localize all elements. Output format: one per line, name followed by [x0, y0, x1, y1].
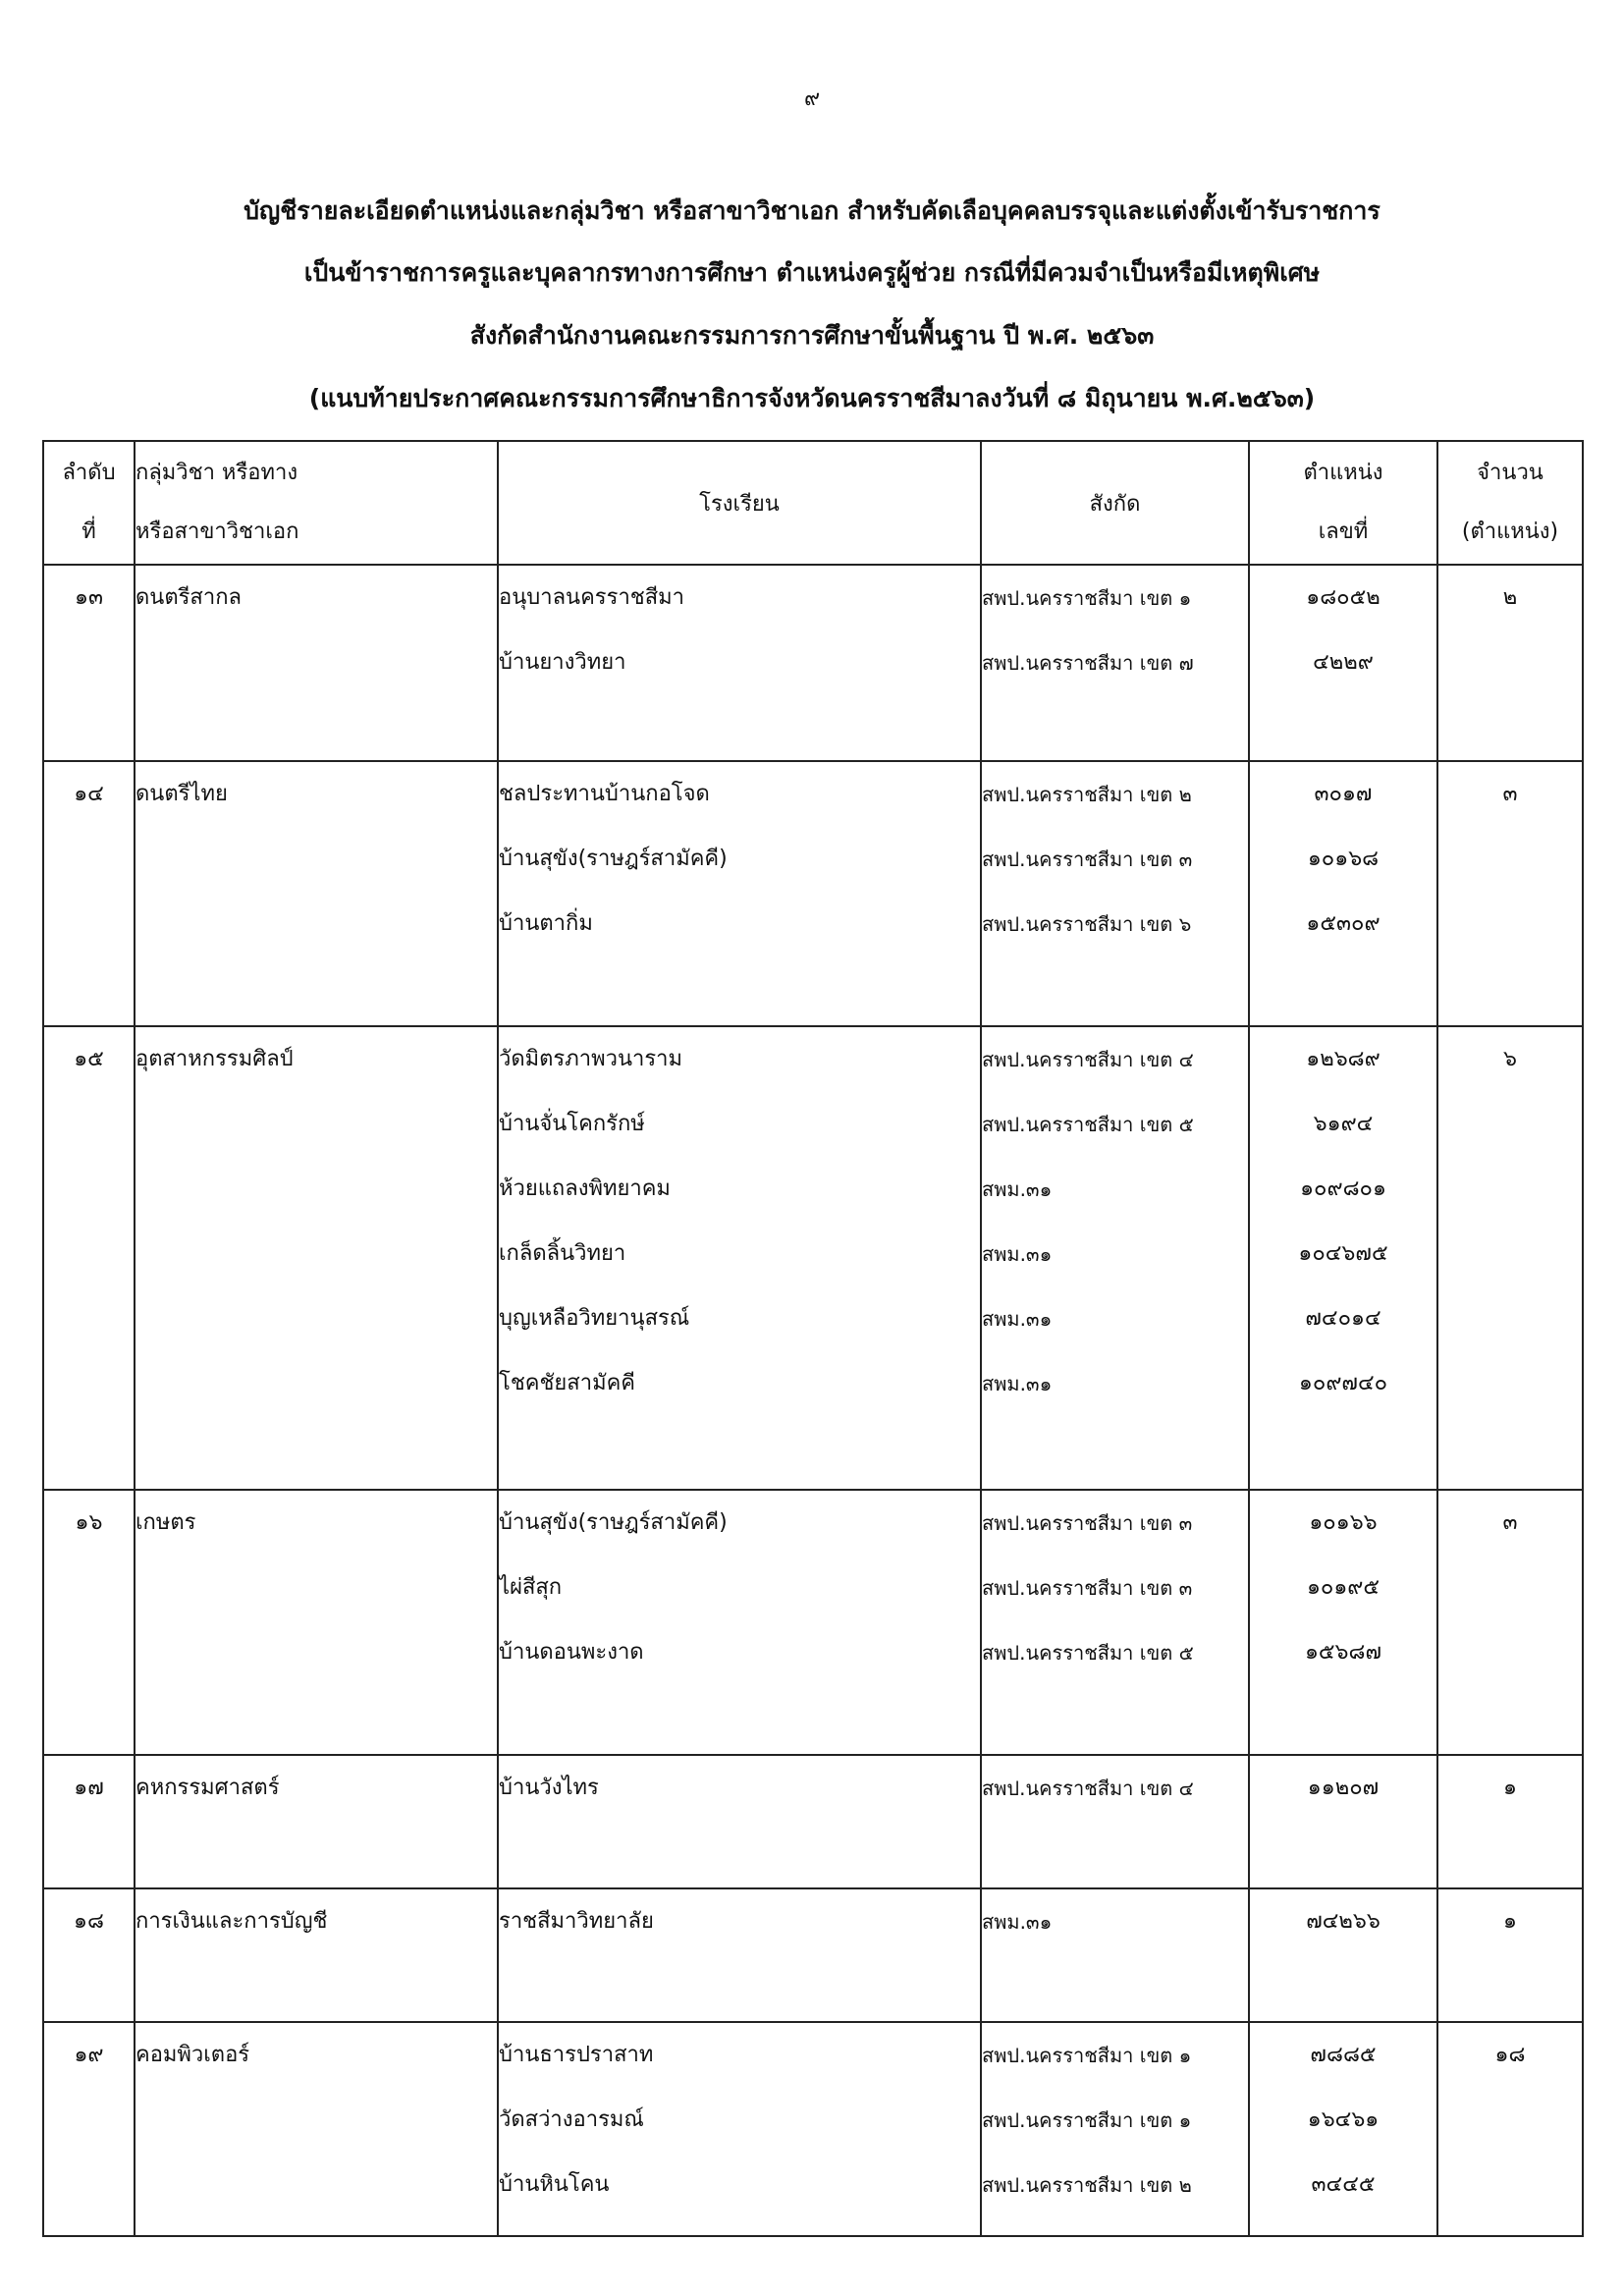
school-name: บ้านธารปราสาท: [499, 2043, 654, 2067]
position-number: ๗๔๒๖๖: [1306, 1909, 1380, 1934]
page-number: ๙: [803, 86, 821, 111]
position-number-cell: [1249, 1490, 1437, 1755]
subject-name: ดนตรีสากล: [135, 585, 243, 610]
position-count-cell: [1437, 565, 1583, 761]
school-name: บ้านจั่นโคกรักษ์: [499, 1112, 645, 1136]
row-index: ๑๓: [74, 585, 103, 610]
position-number-cell: [1249, 565, 1437, 761]
school-name: บุญเหลือวิทยานุสรณ์: [499, 1306, 690, 1331]
school-name: บ้านสุขัง(ราษฎร์สามัคคี): [499, 1510, 728, 1535]
position-count: ๑: [1503, 1776, 1517, 1800]
school-name: วัดสว่างอารมณ์: [499, 2107, 644, 2132]
position-count: ๓: [1502, 782, 1518, 806]
affiliation-name: สพป.นครราชสีมา เขต ๔: [982, 1777, 1194, 1800]
affiliation-name: สพป.นครราชสีมา เขต ๒: [982, 2173, 1192, 2197]
position-count-cell: [1437, 1490, 1583, 1755]
school-name: ห้วยแถลงพิทยาคม: [499, 1176, 671, 1201]
position-number: ๑๕๖๘๗: [1304, 1640, 1382, 1665]
school-name: บ้านยางวิทยา: [499, 650, 626, 675]
row-index: ๑๗: [74, 1776, 104, 1800]
position-count: ๖: [1503, 1047, 1517, 1071]
row-index: ๑๙: [74, 2043, 104, 2067]
document-title-line-4: (แนบท้ายประกาศคณะกรรมการศึกษาธิการจังหวัดนครราชสีมาลงวันที่ ๘ มิถุนายน พ.ศ.๒๕๖๓): [308, 384, 1316, 412]
document-title-line-2: เป็นข้าราชการครูและบุคลากรทางการศึกษา ตำแหน่งครูผู้ช่วย กรณีที่มีควมจำเป็นหรือมีเหตุพิเศษ: [303, 258, 1321, 287]
row-index-cell: [43, 565, 135, 761]
position-number-cell: [1249, 1888, 1437, 2022]
affiliation-name: สพป.นครราชสีมา เขต ๒: [982, 783, 1192, 806]
row-index-cell: [43, 1888, 135, 2022]
position-number: ๑๐๑๖๖: [1309, 1510, 1378, 1535]
affiliation-name: สพม.๓๑: [982, 1910, 1053, 1934]
subject-name: อุตสาหกรรมศิลป์: [135, 1047, 294, 1071]
table-row: [43, 1490, 1583, 1755]
affiliation-name: สพม.๓๑: [982, 1242, 1053, 1266]
header-position-line-2: เลขที่: [1318, 519, 1369, 544]
affiliation-cell: [981, 1755, 1249, 1888]
school-name: บ้านวังไทร: [499, 1776, 599, 1800]
position-count-cell: [1437, 761, 1583, 1026]
header-school-label: โรงเรียน: [699, 491, 780, 517]
header-count-line-2: (ตำแหน่ง): [1461, 519, 1559, 544]
affiliation-cell: [981, 2022, 1249, 2236]
position-number-cell: [1249, 2022, 1437, 2236]
header-position-line-1: ตำแหน่ง: [1303, 461, 1383, 485]
position-number: ๑๘๐๕๒: [1306, 585, 1380, 610]
affiliation-name: สพม.๓๑: [982, 1307, 1053, 1331]
affiliation-name: สพป.นครราชสีมา เขต ๕: [982, 1113, 1194, 1136]
subject-cell: [135, 565, 498, 761]
table-row: [43, 761, 1583, 1026]
subject-name: คหกรรมศาสตร์: [135, 1776, 280, 1800]
position-count: ๑๘: [1494, 2043, 1526, 2067]
header-index-line-1: ลำดับ: [62, 461, 116, 485]
header-subject-line-2: หรือสาขาวิชาเอก: [135, 519, 299, 544]
subject-name: เกษตร: [135, 1510, 196, 1535]
school-name: ไผ่สีสุก: [499, 1575, 563, 1600]
school-cell: [498, 1026, 981, 1490]
document-title-line-1: บัญชีรายละเอียดตำแหน่งและกลุ่มวิชา หรือสาขาวิชาเอก สำหรับคัดเลือบุคคลบรรจุและแต่งตั้งเข้ารับราชการ: [244, 196, 1380, 225]
school-cell: [498, 1755, 981, 1888]
position-number: ๓๐๑๗: [1314, 782, 1373, 806]
school-name: โชคชัยสามัคคี: [499, 1371, 636, 1395]
table-header-row: [43, 441, 1583, 565]
position-number-cell: [1249, 1026, 1437, 1490]
position-number: ๑๖๔๖๑: [1307, 2107, 1380, 2132]
position-number: ๗๔๐๑๔: [1305, 1306, 1381, 1331]
affiliation-cell: [981, 1888, 1249, 2022]
table-row: [43, 1026, 1583, 1490]
header-index-line-2: ที่: [81, 519, 96, 544]
row-index: ๑๕: [74, 1047, 104, 1071]
position-count-cell: [1437, 2022, 1583, 2236]
school-name: อนุบาลนครราชสีมา: [499, 585, 685, 610]
subject-cell: [135, 1490, 498, 1755]
position-count: ๓: [1502, 1510, 1518, 1535]
position-number: ๑๐๙๗๔๐: [1298, 1371, 1388, 1395]
row-index-cell: [43, 761, 135, 1026]
subject-cell: [135, 1755, 498, 1888]
table-row: [43, 2022, 1583, 2236]
affiliation-name: สพป.นครราชสีมา เขต ๖: [982, 912, 1192, 936]
position-count: ๑: [1503, 1909, 1517, 1934]
header-count: [1437, 441, 1583, 565]
school-cell: [498, 1888, 981, 2022]
header-subject-line-1: กลุ่มวิชา หรือทาง: [135, 461, 298, 485]
position-number: ๔๒๒๙: [1313, 650, 1374, 675]
school-cell: [498, 1490, 981, 1755]
affiliation-cell: [981, 761, 1249, 1026]
position-number: ๑๐๑๙๕: [1306, 1575, 1380, 1600]
table-row: [43, 565, 1583, 761]
affiliation-name: สพป.นครราชสีมา เขต ๓: [982, 1511, 1193, 1535]
school-name: วัดมิตรภาพวนาราม: [499, 1047, 683, 1071]
school-name: ชลประทานบ้านกอโจด: [499, 782, 710, 806]
school-name: บ้านตากิ่ม: [499, 911, 593, 936]
subject-cell: [135, 761, 498, 1026]
subject-name: คอมพิวเตอร์: [135, 2043, 250, 2067]
position-number-cell: [1249, 761, 1437, 1026]
affiliation-name: สพป.นครราชสีมา เขต ๔: [982, 1048, 1194, 1071]
table-row: [43, 1888, 1583, 2022]
affiliation-name: สพป.นครราชสีมา เขต ๓: [982, 1576, 1193, 1600]
header-affiliation: [981, 441, 1249, 565]
subject-cell: [135, 1026, 498, 1490]
header-subject: [135, 441, 498, 565]
header-position-number: [1249, 441, 1437, 565]
school-name: บ้านหินโคน: [499, 2172, 610, 2197]
position-number: ๑๒๖๘๙: [1306, 1047, 1380, 1071]
subject-name: การเงินและการบัญชี: [135, 1909, 328, 1934]
school-cell: [498, 761, 981, 1026]
school-name: ราชสีมาวิทยาลัย: [499, 1909, 654, 1934]
affiliation-cell: [981, 565, 1249, 761]
affiliation-name: สพป.นครราชสีมา เขต ๑: [982, 2108, 1192, 2132]
positions-table: [42, 440, 1584, 2237]
subject-cell: [135, 2022, 498, 2236]
row-index-cell: [43, 1490, 135, 1755]
school-name: บ้านดอนพะงาด: [499, 1640, 644, 1665]
row-index: ๑๖: [75, 1510, 103, 1535]
school-cell: [498, 2022, 981, 2236]
affiliation-cell: [981, 1490, 1249, 1755]
school-name: เกล็ดลิ้นวิทยา: [499, 1241, 626, 1266]
position-number-cell: [1249, 1755, 1437, 1888]
header-affiliation-label: สังกัด: [1089, 491, 1141, 517]
subject-cell: [135, 1888, 498, 2022]
row-index: ๑๔: [74, 782, 104, 806]
row-index-cell: [43, 1755, 135, 1888]
position-number: ๖๑๙๔: [1313, 1112, 1374, 1136]
document-title-line-3: สังกัดสำนักงานคณะกรรมการการศึกษาขั้นพื้นฐาน ปี พ.ศ. ๒๕๖๓: [469, 321, 1155, 350]
position-count-cell: [1437, 1026, 1583, 1490]
table-row: [43, 1755, 1583, 1888]
position-count: ๒: [1502, 585, 1518, 610]
position-number: ๗๘๘๕: [1310, 2043, 1377, 2067]
affiliation-name: สพป.นครราชสีมา เขต ๕: [982, 1641, 1194, 1665]
row-index: ๑๘: [74, 1909, 104, 1934]
school-cell: [498, 565, 981, 761]
header-count-line-1: จำนวน: [1477, 461, 1543, 485]
position-number: ๑๐๑๖๘: [1307, 847, 1380, 871]
position-count-cell: [1437, 1755, 1583, 1888]
position-number: ๑๐๔๖๗๕: [1298, 1241, 1388, 1266]
row-index-cell: [43, 2022, 135, 2236]
affiliation-cell: [981, 1026, 1249, 1490]
header-index: [43, 441, 135, 565]
subject-name: ดนตรีไทย: [135, 782, 228, 806]
position-count-cell: [1437, 1888, 1583, 2022]
position-number: ๓๔๔๕: [1311, 2172, 1376, 2197]
header-school: [498, 441, 981, 565]
affiliation-name: สพม.๓๑: [982, 1177, 1053, 1201]
row-index-cell: [43, 1026, 135, 1490]
affiliation-name: สพม.๓๑: [982, 1372, 1053, 1395]
affiliation-name: สพป.นครราชสีมา เขต ๑: [982, 586, 1192, 610]
position-number: ๑๕๓๐๙: [1306, 911, 1380, 936]
position-number: ๑๐๙๘๐๑: [1300, 1176, 1386, 1201]
school-name: บ้านสุขัง(ราษฎร์สามัคคี): [499, 847, 728, 871]
position-number: ๑๑๒๐๗: [1307, 1776, 1380, 1800]
affiliation-name: สพป.นครราชสีมา เขต ๗: [982, 651, 1194, 675]
affiliation-name: สพป.นครราชสีมา เขต ๑: [982, 2044, 1192, 2067]
affiliation-name: สพป.นครราชสีมา เขต ๓: [982, 847, 1193, 871]
